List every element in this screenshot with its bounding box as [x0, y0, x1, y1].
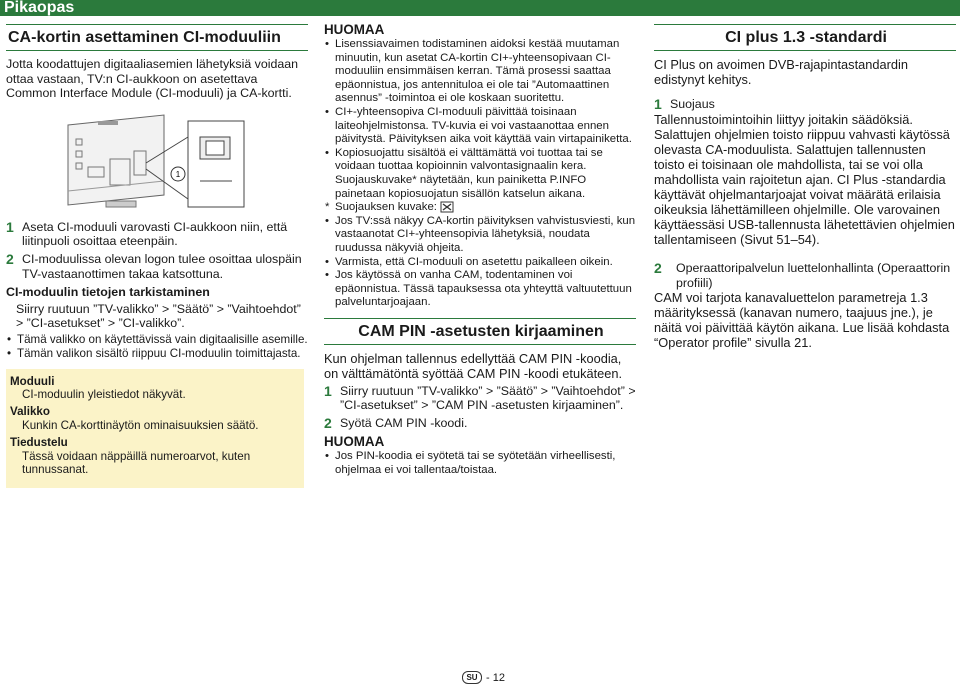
panel-desc: Kunkin CA-korttinäytön ominaisuuksien säätö. [22, 418, 259, 432]
ci-item-2-text: CAM voi tarjota kanavaluettelon parametreja 1.3 määrityksessä (kanavan numero, taajuus jne.), je näitä voi päivittää käytön aikana. Lue lisää kohdasta “Operator profile” sivulla 21. [654, 290, 950, 351]
list-item-star: * Suojauksen kuvake: [324, 201, 636, 215]
panel-term: Tiedustelu [10, 435, 68, 449]
language-badge: SU [462, 671, 482, 684]
page-footer [462, 671, 505, 684]
intro-text: Jotta koodattujen digitaaliasemien lähetyksiä voidaan ottaa vastaan, TV:n CI-aukkoon on asetettava Common Interface Module (CI-moduuli) ja CA-kortti. [6, 57, 299, 101]
list-item: • Varmista, että CI-moduuli on asetettu paikalleen oikein. [324, 256, 636, 270]
notes-list-2 [324, 450, 636, 477]
cam-step-1: 1 Siirry ruutuun ”TV-valikko” > ”Säätö” > ”Vaihtoehdot” > ”CI-asetukset” > ”CAM PIN -asetusten kirjaaminen”. [324, 382, 636, 413]
ci-plus-intro: CI Plus on avoimen DVB-rajapintastandardin edistynyt kehitys. [654, 57, 908, 87]
ci-item-1: 1 Suojaus [654, 96, 715, 112]
note-title: HUOMAA [324, 22, 385, 37]
cam-step-2: 2 Syötä CAM PIN -koodi. [324, 415, 468, 432]
column-notes [324, 22, 636, 477]
list-item: • Jos TV:ssä näkyy CA-kortin päivityksen vahvistusviesti, kun vastaanotat CI+-yhteensopivia lähetyksiä, noudata ruudussa näkyviä ohjeita. [324, 215, 636, 256]
section-heading-cam-pin: CAM PIN -asetusten kirjaaminen [324, 318, 636, 345]
check-bullets [6, 333, 308, 361]
ci-item-2: 2 Operaattoripalvelun luettelonhallinta (Operaattorin profiili) [654, 260, 951, 290]
list-item: • Tämän valikon sisältö riippuu CI-moduulin toimittajasta. [6, 347, 308, 361]
list-item: • Jos käytössä on vanha CAM, todentaminen voi epäonnistua. Tässä tapauksessa ota yhteyttä valtuutettuun palveluntarjoajaan. [324, 269, 636, 310]
check-heading: CI-moduulin tietojen tarkistaminen [6, 285, 210, 300]
note-title-2: HUOMAA [324, 434, 385, 450]
ci-item-1-text: Tallennustoimintoihin liittyy joitakin säädöksiä. Salattujen ohjelmien toisto riippuu vahvasti käytössä olevasta CA-moduulista. Salattujen tallennusten toisto ei toisinaan ole mahdollista, tai se voi olla mahdollista vain rajoitetun ajan. CI Plus -standardia käyttävät ohjelmantarjoajat voivat määrätä erilaisia oikeuksia lähettämilleen ohjelmille. Ole varovainen käyttäessäsi USB-tallennusta lähetettävien ohjelmien tallentamiseen (Sivut 51–54). [654, 112, 955, 247]
panel-desc: Tässä voidaan näppäillä numeroarvot, kuten tunnussanat. [22, 449, 251, 477]
copy-protection-icon [440, 201, 454, 213]
tv-ci-slot-icon [6, 111, 308, 217]
list-item: • Jos PIN-koodia ei syötetä tai se syötetään virheellisesti, ohjelmaa ei voi tallentaa/toistaa. [324, 450, 636, 477]
tv-rear-illustration [6, 111, 308, 217]
step-1: 1 Aseta CI-moduuli varovasti CI-aukkoon niin, että liitinpuoli osoittaa eteenpäin. [6, 218, 288, 249]
panel-desc: CI-moduulin yleistiedot näkyvät. [22, 388, 186, 402]
page-number: - 12 [486, 671, 505, 684]
list-item: • Lisenssiavaimen todistaminen aidoksi kestää muutaman minuutin, kun asetat CA-kortin CI+-yhteensopivaan CI-moduuliin ensimmäisen kerran. Tämä prosessi saattaa epäonnistua, jos antennituloa ei ole tai ”Automaattinen asennus” -toimintoa ei ole koskaan suoritettu. [324, 38, 636, 106]
header-bar [0, 0, 960, 16]
svg-text:1: 1 [175, 169, 181, 179]
section-heading-ci-plus: CI plus 1.3 -standardi [654, 24, 956, 51]
column-ca-card [6, 24, 308, 488]
section-heading-ca-card: CA-kortin asettaminen CI-moduuliin [6, 24, 308, 51]
panel-term: Moduuli [10, 374, 55, 388]
list-item: • Kopiosuojattu sisältöä ei välttämättä voi tuottaa tai se voidaan tuottaa kopioinnin valvontasignaalin kera. Suojauskuvake* näytetään, kun painiketta P.INFO painetaan kopiosuojatun sisällön katselun aikana. [324, 147, 636, 201]
cam-intro: Kun ohjelman tallennus edellyttää CAM PIN -koodia, on välttämätöntä syöttää CAM PIN -koodi etukäteen. [324, 350, 623, 381]
page-title: Pikaopas [4, 0, 75, 16]
check-path: Siirry ruutuun ”TV-valikko” > ”Säätö” > ”Vaihtoehdot” > ”CI-asetukset” > ”CI-valikko”. [16, 301, 301, 331]
step-2: 2 CI-moduulissa olevan logon tulee osoittaa ulospäin TV-vastaanottimen takaa katsottuna. [6, 250, 302, 281]
column-ci-plus [654, 24, 956, 350]
list-item: • Tämä valikko on käytettävissä vain digitaalisille asemille. [6, 333, 308, 347]
list-item: • CI+-yhteensopiva CI-moduuli päivittää toisinaan laiteohjelmistonsa. TV-kuvia ei voi vastaanottaa ennen päivitystä. Päivityksen aika voit käyttää vain virtapainiketta. [324, 106, 636, 147]
menu-description-panel [6, 369, 304, 489]
panel-term: Valikko [10, 405, 50, 419]
notes-list [324, 38, 636, 310]
